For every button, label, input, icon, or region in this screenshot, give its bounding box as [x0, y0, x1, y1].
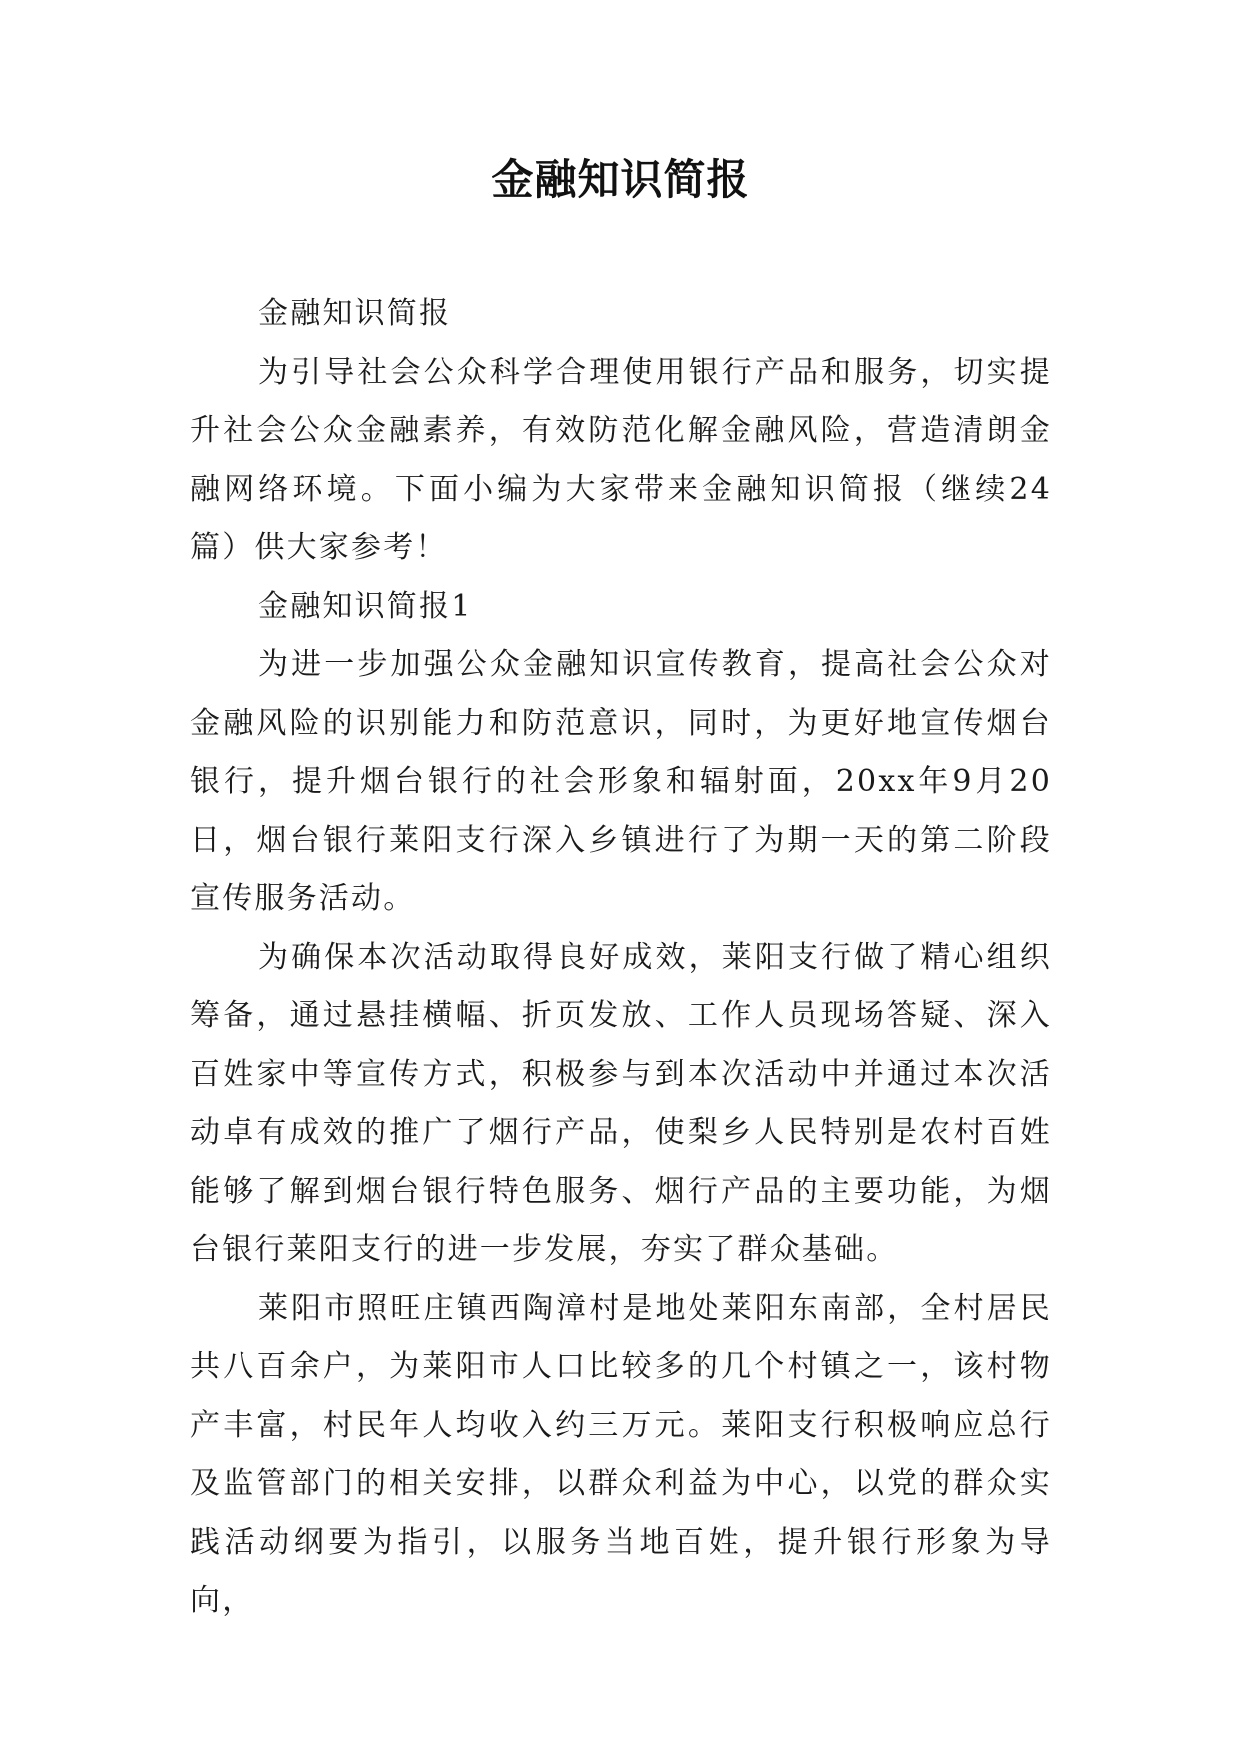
document-title: 金融知识简报 [491, 155, 750, 204]
paragraph-heading: 金融知识简报 [258, 296, 452, 331]
paragraph-subheading: 金融知识简报1 [258, 588, 473, 624]
paragraph-intro: 为引导社会公众科学合理使用银行产品和服务，切实提升社会公众金融素养，有效防范化解金融风险，营造清朗金融网络环境。下面小编为大家带来金融知识简报（继续24篇）供大家参考！ [190, 354, 1052, 565]
paragraph: 为进一步加强公众金融知识宣传教育，提高社会公众对金融风险的识别能力和防范意识，同时，为更好地宣传烟台银行，提升烟台银行的社会形象和辐射面，20xx年9月20日，烟台银行莱阳支行深入乡镇进行了为期一天的第二阶段宣传服务活动。 [190, 647, 1052, 916]
document-body [190, 285, 1052, 1631]
paragraph: 为确保本次活动取得良好成效，莱阳支行做了精心组织筹备，通过悬挂横幅、折页发放、工作人员现场答疑、深入百姓家中等宣传方式，积极参与到本次活动中并通过本次活动卓有成效的推广了烟行产品，使梨乡人民特别是农村百姓能够了解到烟台银行特色服务、烟行产品的主要功能，为烟台银行莱阳支行的进一步发展，夯实了群众基础。 [190, 939, 1052, 1267]
paragraph: 莱阳市照旺庄镇西陶漳村是地处莱阳东南部，全村居民共八百余户，为莱阳市人口比较多的几个村镇之一，该村物产丰富，村民年人均收入约三万元。莱阳支行积极响应总行及监管部门的相关安排，以群众利益为中心，以党的群众实践活动纲要为指引，以服务当地百姓，提升银行形象为导向， [190, 1290, 1052, 1618]
